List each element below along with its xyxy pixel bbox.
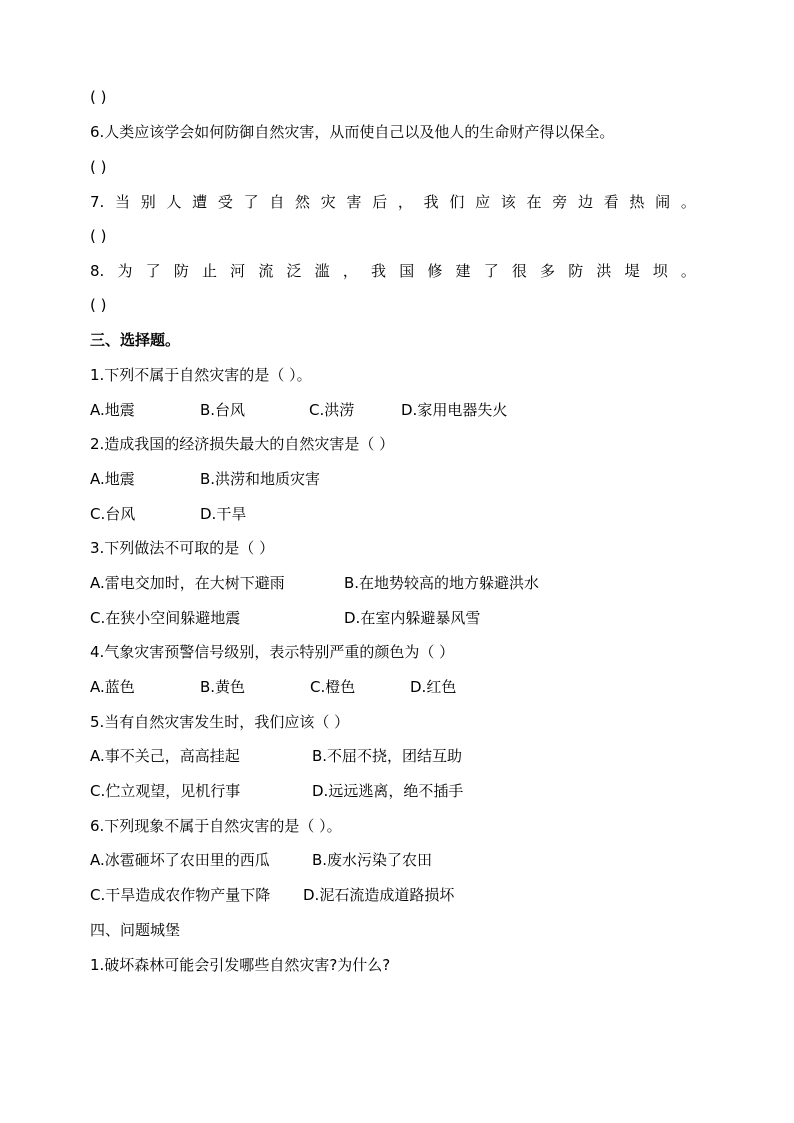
answer-blank[interactable]: ( ) bbox=[90, 227, 107, 245]
option[interactable]: B.废水污染了农田 bbox=[312, 851, 433, 869]
judge-item-6: 6.人类应该学会如何防御自然灾害，从而使自己以及他人的生命财产得以保全。 bbox=[90, 123, 615, 141]
answer-blank[interactable]: ( ) bbox=[90, 88, 107, 106]
option[interactable]: C.伫立观望，见机行事 bbox=[90, 782, 241, 800]
judge-item-7: 7. 当 别 人 遭 受 了 自 然 灾 害 后 ， 我 们 应 该 在 旁 边 看 热 闹 。 bbox=[90, 193, 696, 211]
answer-blank[interactable]: ( ) bbox=[90, 296, 107, 314]
question-5: 5.当有自然灾害发生时，我们应该（ ） bbox=[90, 713, 350, 731]
option[interactable]: C.台风 bbox=[90, 505, 136, 523]
options-row bbox=[90, 850, 710, 870]
option[interactable]: D.在室内躲避暴风雪 bbox=[344, 609, 481, 627]
option[interactable]: D.远远逃离，绝不插手 bbox=[312, 782, 464, 800]
options-row bbox=[90, 504, 710, 524]
option[interactable]: A.冰雹砸坏了农田里的西瓜 bbox=[90, 851, 270, 869]
option[interactable]: A.雷电交加时，在大树下避雨 bbox=[90, 574, 285, 592]
option[interactable]: D.干旱 bbox=[200, 505, 247, 523]
options-row bbox=[90, 781, 710, 801]
options-row bbox=[90, 400, 710, 420]
option[interactable]: D.家用电器失火 bbox=[401, 401, 508, 419]
question-1: 1.下列不属于自然灾害的是（ ）。 bbox=[90, 366, 312, 384]
option[interactable]: B.台风 bbox=[200, 401, 246, 419]
answer-blank[interactable]: ( ) bbox=[90, 158, 107, 176]
option[interactable]: C.橙色 bbox=[310, 678, 356, 696]
option[interactable]: C.在狭小空间躲避地震 bbox=[90, 609, 241, 627]
option[interactable]: A.地震 bbox=[90, 470, 135, 488]
options-row bbox=[90, 677, 710, 697]
option[interactable]: B.在地势较高的地方躲避洪水 bbox=[344, 574, 540, 592]
options-row bbox=[90, 573, 710, 593]
options-row bbox=[90, 885, 710, 905]
option[interactable]: A.事不关己，高高挂起 bbox=[90, 747, 240, 765]
option[interactable]: C.洪涝 bbox=[309, 401, 355, 419]
option[interactable]: A.地震 bbox=[90, 401, 135, 419]
question-4: 4.气象灾害预警信号级别，表示特别严重的颜色为（ ） bbox=[90, 643, 455, 661]
option[interactable]: D.泥石流造成道路损坏 bbox=[303, 886, 455, 904]
section-heading: 三、选择题。 bbox=[90, 331, 181, 349]
question-open-1: 1.破坏森林可能会引发哪些自然灾害?为什么? bbox=[90, 956, 391, 974]
question-6: 6.下列现象不属于自然灾害的是（ ）。 bbox=[90, 817, 342, 835]
option[interactable]: B.黄色 bbox=[200, 678, 246, 696]
options-row bbox=[90, 469, 710, 489]
options-row bbox=[90, 608, 710, 628]
option[interactable]: B.洪涝和地质灾害 bbox=[200, 470, 321, 488]
question-3: 3.下列做法不可取的是（ ） bbox=[90, 539, 275, 557]
option[interactable]: A.蓝色 bbox=[90, 678, 135, 696]
section-heading: 四、问题城堡 bbox=[90, 921, 181, 939]
question-2: 2.造成我国的经济损失最大的自然灾害是（ ） bbox=[90, 435, 395, 453]
option[interactable]: C.干旱造成农作物产量下降 bbox=[90, 886, 271, 904]
options-row bbox=[90, 746, 710, 766]
option[interactable]: B.不屈不挠，团结互助 bbox=[312, 747, 463, 765]
option[interactable]: D.红色 bbox=[410, 678, 457, 696]
judge-item-8: 8. 为 了 防 止 河 流 泛 滥 ， 我 国 修 建 了 很 多 防 洪 堤 坝 。 bbox=[90, 262, 696, 280]
